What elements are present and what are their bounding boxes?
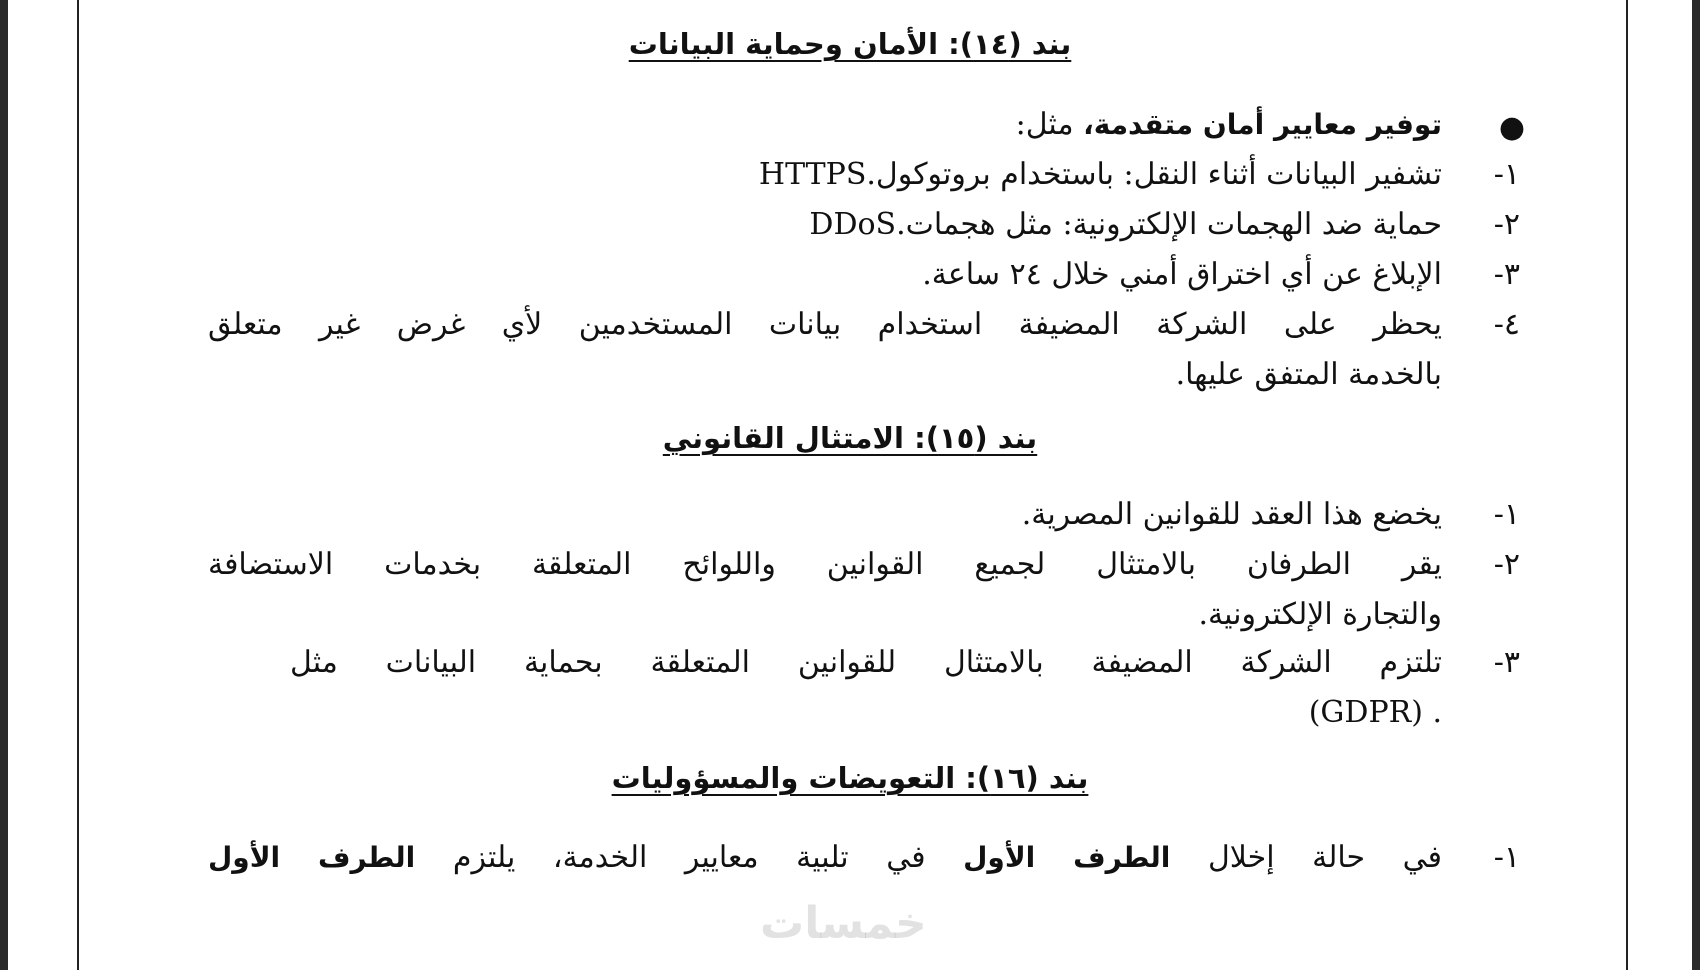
section-14-heading: بند (١٤): الأمان وحماية البيانات	[628, 27, 1072, 61]
item-number: ١-	[1493, 840, 1520, 875]
section-14-item-2: حماية ضد الهجمات الإلكترونية: مثل هجمات.DDoS	[809, 207, 1442, 242]
section-15-item-1: يخضع هذا العقد للقوانين المصرية.	[1021, 497, 1442, 532]
section-14-item-4-line-1: يحظر على الشركة المضيفة استخدام بيانات المستخدمين لأي غرض غير متعلق	[208, 307, 1442, 342]
section-15-item-2-line-1: يقر الطرفان بالامتثال لجميع القوانين واللوائح المتعلقة بخدمات الاستضافة	[208, 547, 1442, 582]
section-15-item-2-line-2: والتجارة الإلكترونية.	[1198, 597, 1442, 632]
section-16-heading: بند (١٦): التعويضات والمسؤوليات	[611, 761, 1089, 795]
section-14-item-3: الإبلاغ عن أي اختراق أمني خلال ٢٤ ساعة.	[922, 257, 1442, 292]
item-number: ٢-	[1493, 207, 1520, 242]
item-number: ٣-	[1493, 257, 1520, 292]
item-number: ١-	[1493, 497, 1520, 532]
section-15-heading: بند (١٥): الامتثال القانوني	[662, 421, 1038, 455]
item-number: ٢-	[1493, 547, 1520, 582]
item-number: ٣-	[1493, 645, 1520, 680]
section-15-item-3-line-2: . (GDPR)	[1308, 695, 1442, 730]
section-14-item-4-line-2: بالخدمة المتفق عليها.	[1175, 357, 1442, 392]
bullet-icon: ●	[1498, 110, 1526, 145]
item-number: ٤-	[1493, 307, 1520, 342]
section-14-item-1: تشفير البيانات أثناء النقل: باستخدام بروتوكول.HTTPS	[758, 157, 1442, 192]
watermark-logo: خمسات	[760, 898, 927, 949]
item-number: ١-	[1493, 157, 1520, 192]
section-15-item-3-line-1: تلتزم الشركة المضيفة بالامتثال للقوانين المتعلقة بحماية البيانات مثل	[290, 645, 1442, 680]
section-16-item-1-line-1: في حالة إخلال الطرف الأول في تلبية معايير الخدمة، يلتزم الطرف الأول	[208, 840, 1442, 875]
section-14-intro: توفير معايير أمان متقدمة، مثل:	[1015, 107, 1442, 142]
